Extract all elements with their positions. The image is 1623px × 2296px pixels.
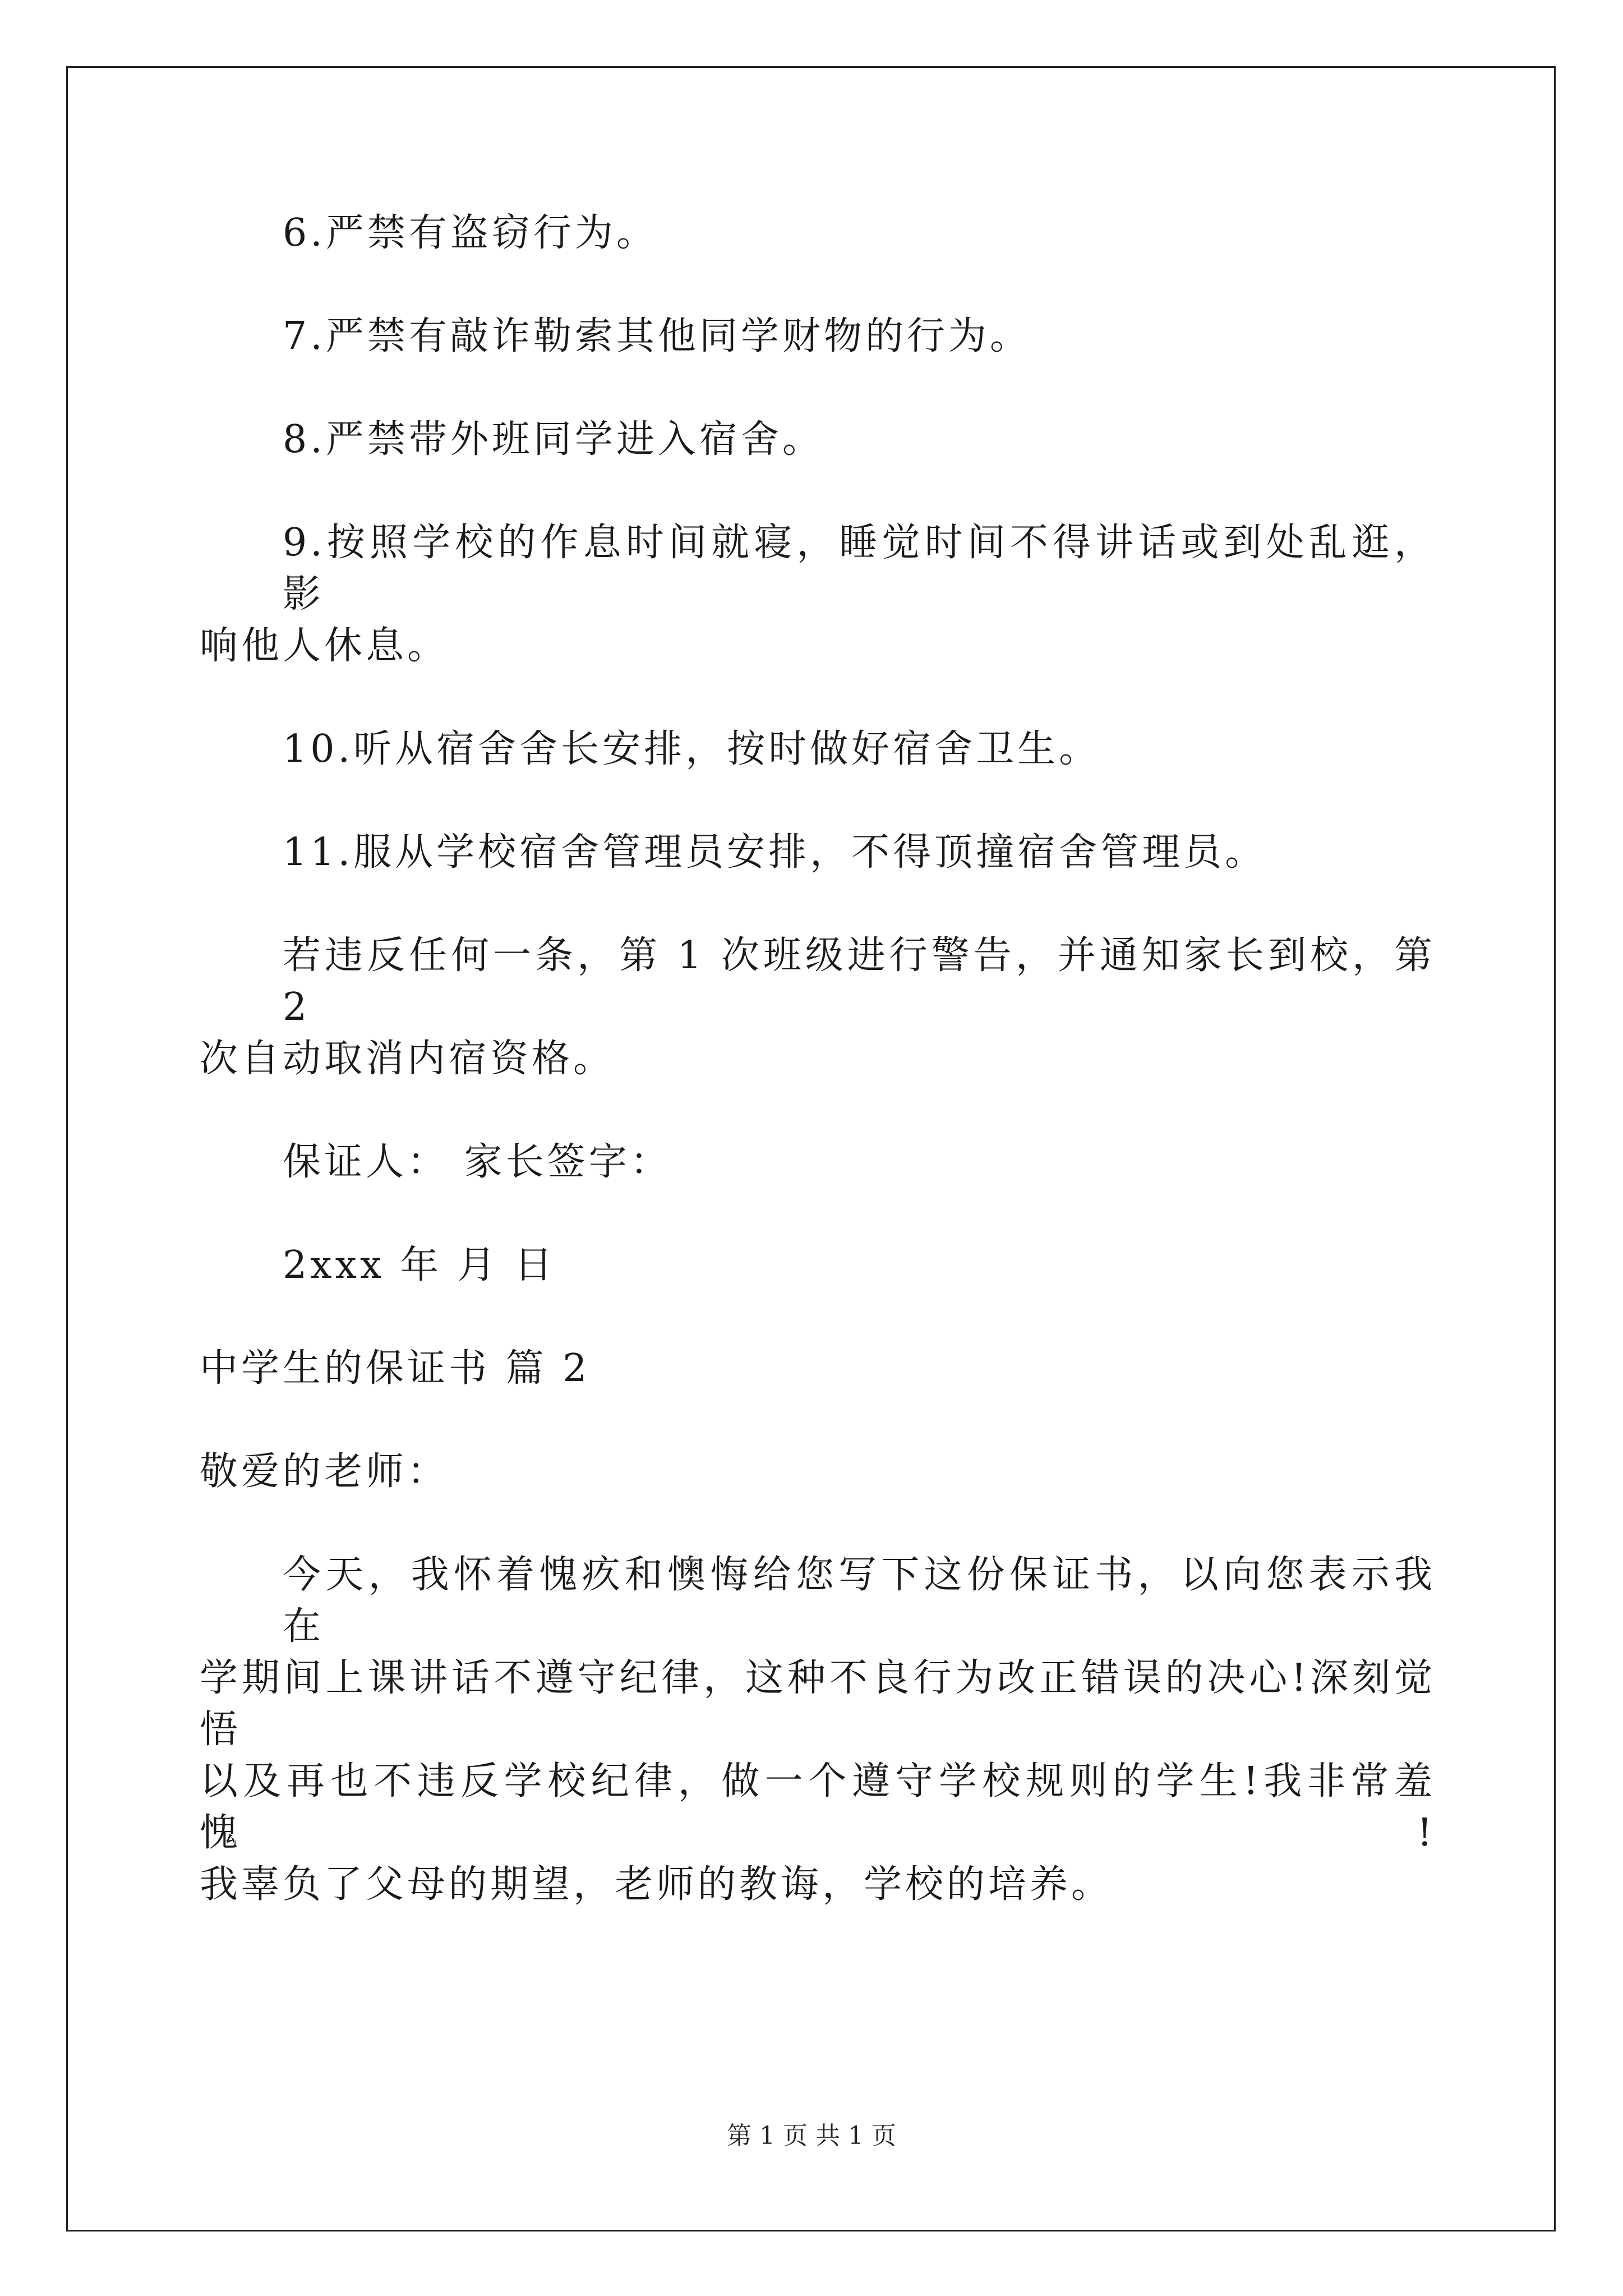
letter-paragraph-line-3: 以及再也不违反学校纪律，做一个遵守学校规则的学生!我非常羞愧! (200, 1759, 1436, 1855)
date-line: 2xxx 年 月 日 (283, 1243, 556, 1287)
rule-item-10: 10.听从宿舍舍长安排，按时做好宿舍卫生。 (283, 727, 1101, 771)
rule-item-9-line-2: 响他人休息。 (200, 624, 449, 668)
rule-item-7: 7.严禁有敲诈勒索其他同学财物的行为。 (283, 314, 1031, 358)
penalty-line-1: 若违反任何一条，第 1 次班级进行警告，并通知家长到校，第 2 (283, 933, 1436, 1029)
letter-paragraph-line-1: 今天，我怀着愧疚和懊悔给您写下这份保证书，以向您表示我在 (283, 1553, 1436, 1649)
letter-paragraph-line-4: 我辜负了父母的期望，老师的教诲，学校的培养。 (200, 1862, 1113, 1907)
rule-item-8: 8.严禁带外班同学进入宿舍。 (283, 417, 824, 462)
rule-item-9-line-1: 9.按照学校的作息时间就寝，睡觉时间不得讲话或到处乱逛，影 (283, 521, 1436, 616)
page-footer: 第 1 页 共 1 页 (727, 2122, 896, 2150)
penalty-line-2: 次自动取消内宿资格。 (200, 1037, 615, 1081)
salutation: 敬爱的老师： (200, 1450, 449, 1494)
signature-line: 保证人： 家长签字： (283, 1140, 672, 1184)
letter-paragraph-line-2: 学期间上课讲话不遵守纪律，这种不良行为改正错误的决心!深刻觉悟 (200, 1656, 1436, 1752)
rule-item-6: 6.严禁有盗窃行为。 (283, 211, 658, 255)
rule-item-11: 11.服从学校宿舍管理员安排，不得顶撞宿舍管理员。 (283, 830, 1267, 875)
section-heading: 中学生的保证书 篇 2 (200, 1346, 591, 1391)
